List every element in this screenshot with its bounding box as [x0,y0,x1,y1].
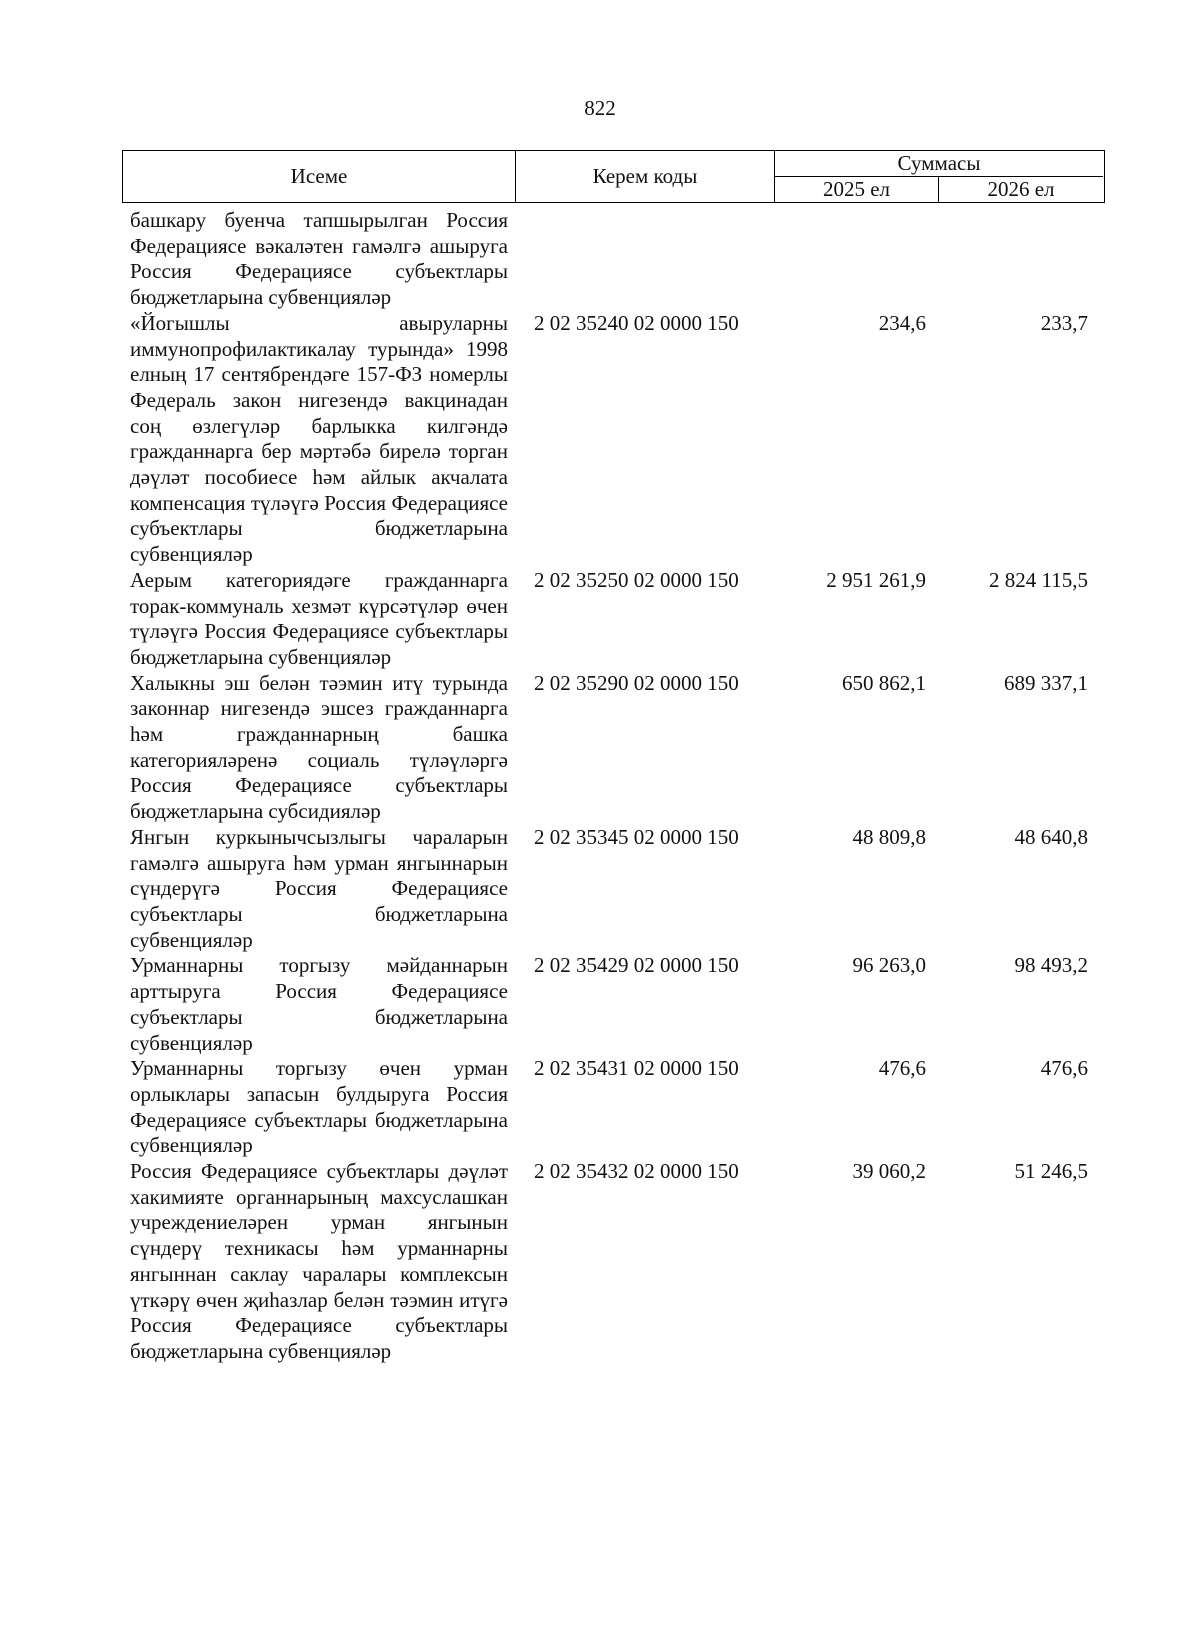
table-row [130,568,1100,671]
row-code: 2 02 35431 02 0000 150 [534,1056,739,1081]
row-name: Аерым категориядәге гражданнарга торак-коммуналь хезмәт күрсәтүләр өчен түләүгә Россия Федерациясе субъектлары бюджетларына субвенцияләр [130,567,508,669]
column-header-code: Керем коды [516,151,775,202]
row-name: Россия Федерациясе субъектлары дәүләт хакимияте органнарының махсуслашкан учреждениеләрен урман янгынын сүндерү техникасы һәм урманнарны янгыннан саклау чаралары комплексын үткәрү өчен җиһазлар белән тәэмин итүгә Россия Федерациясе субъектлары бюджетларына субвенцияләр [130,1159,508,1363]
table-row [130,671,1100,825]
row-name: «Йогышлы авыруларны иммунопрофилактикалау турында» 1998 елның 17 сентябрендәге 157-ФЗ номерлы Федераль закон нигезендә вакцинадан соң өзлегүләр барлыкка килгәндә гражданнарга бер мәртәбә бирелә торган дәүләт пособиесе һәм айлык акчалата компенсация түләүгә Россия Федерациясе субъектлары бюджетларына субвенцияләр [130,310,508,567]
row-code: 2 02 35345 02 0000 150 [534,824,739,849]
column-header-sums: Суммасы [775,151,1103,177]
table-row [130,825,1100,954]
row-code: 2 02 35429 02 0000 150 [534,953,739,978]
table-row [130,953,1100,1056]
row-value-2025: 96 263,0 [852,953,926,978]
row-code: 2 02 35240 02 0000 150 [534,310,739,335]
column-header-year-2025: 2025 ел [775,177,939,202]
row-value-2026: 233,7 [1040,310,1088,335]
row-value-2026: 689 337,1 [1004,670,1088,695]
table-row [130,311,1100,568]
row-value-2025: 650 862,1 [842,670,926,695]
table-row [130,1159,1100,1365]
row-value-2025: 2 951 261,9 [826,567,926,592]
row-name: Урманнарны торгызу мәйданнарын арттыруга Россия Федерациясе субъектлары бюджетларына субвенцияләр [130,953,508,1055]
row-name: башкару буенча тапшырылган Россия Федерациясе вәкаләтен гамәлгә ашыруга Россия Федерациясе субъектлары бюджетларына субвенцияләр [130,208,508,310]
table-header [122,150,1105,203]
row-value-2026: 48 640,8 [1014,824,1088,849]
row-code: 2 02 35432 02 0000 150 [534,1159,739,1184]
column-header-year-2026: 2026 ел [987,177,1055,201]
row-value-2025: 234,6 [878,310,926,335]
row-code: 2 02 35290 02 0000 150 [534,670,739,695]
table-row [130,208,1100,311]
row-name: Янгын куркынычсызлыгы чараларын гамәлгә ашыруга һәм урман янгыннарын сүндерүгә Россия Федерациясе субъектлары бюджетларына субвенцияләр [130,824,508,952]
row-value-2026: 51 246,5 [1014,1159,1088,1184]
row-value-2025: 476,6 [878,1056,926,1081]
page-number: 822 [584,96,616,120]
row-value-2026: 2 824 115,5 [989,567,1088,592]
row-value-2025: 48 809,8 [852,824,926,849]
table-row [130,1056,1100,1159]
table-body [130,208,1100,1365]
row-name: Урманнарны торгызу өчен урман орлыклары запасын булдыруга Россия Федерациясе субъектлары бюджетларына субвенцияләр [130,1056,508,1158]
row-value-2025: 39 060,2 [852,1159,926,1184]
row-value-2026: 476,6 [1040,1056,1088,1081]
column-header-name: Исеме [123,151,516,202]
row-code: 2 02 35250 02 0000 150 [534,567,739,592]
row-name: Халыкны эш белән тәэмин итү турында законнар нигезендә эшсез гражданнарга һәм гражданнарның башка категорияләренә социаль түләүләргә Россия Федерациясе субъектлары бюджетларына субсидияләр [130,670,508,824]
row-value-2026: 98 493,2 [1014,953,1088,978]
